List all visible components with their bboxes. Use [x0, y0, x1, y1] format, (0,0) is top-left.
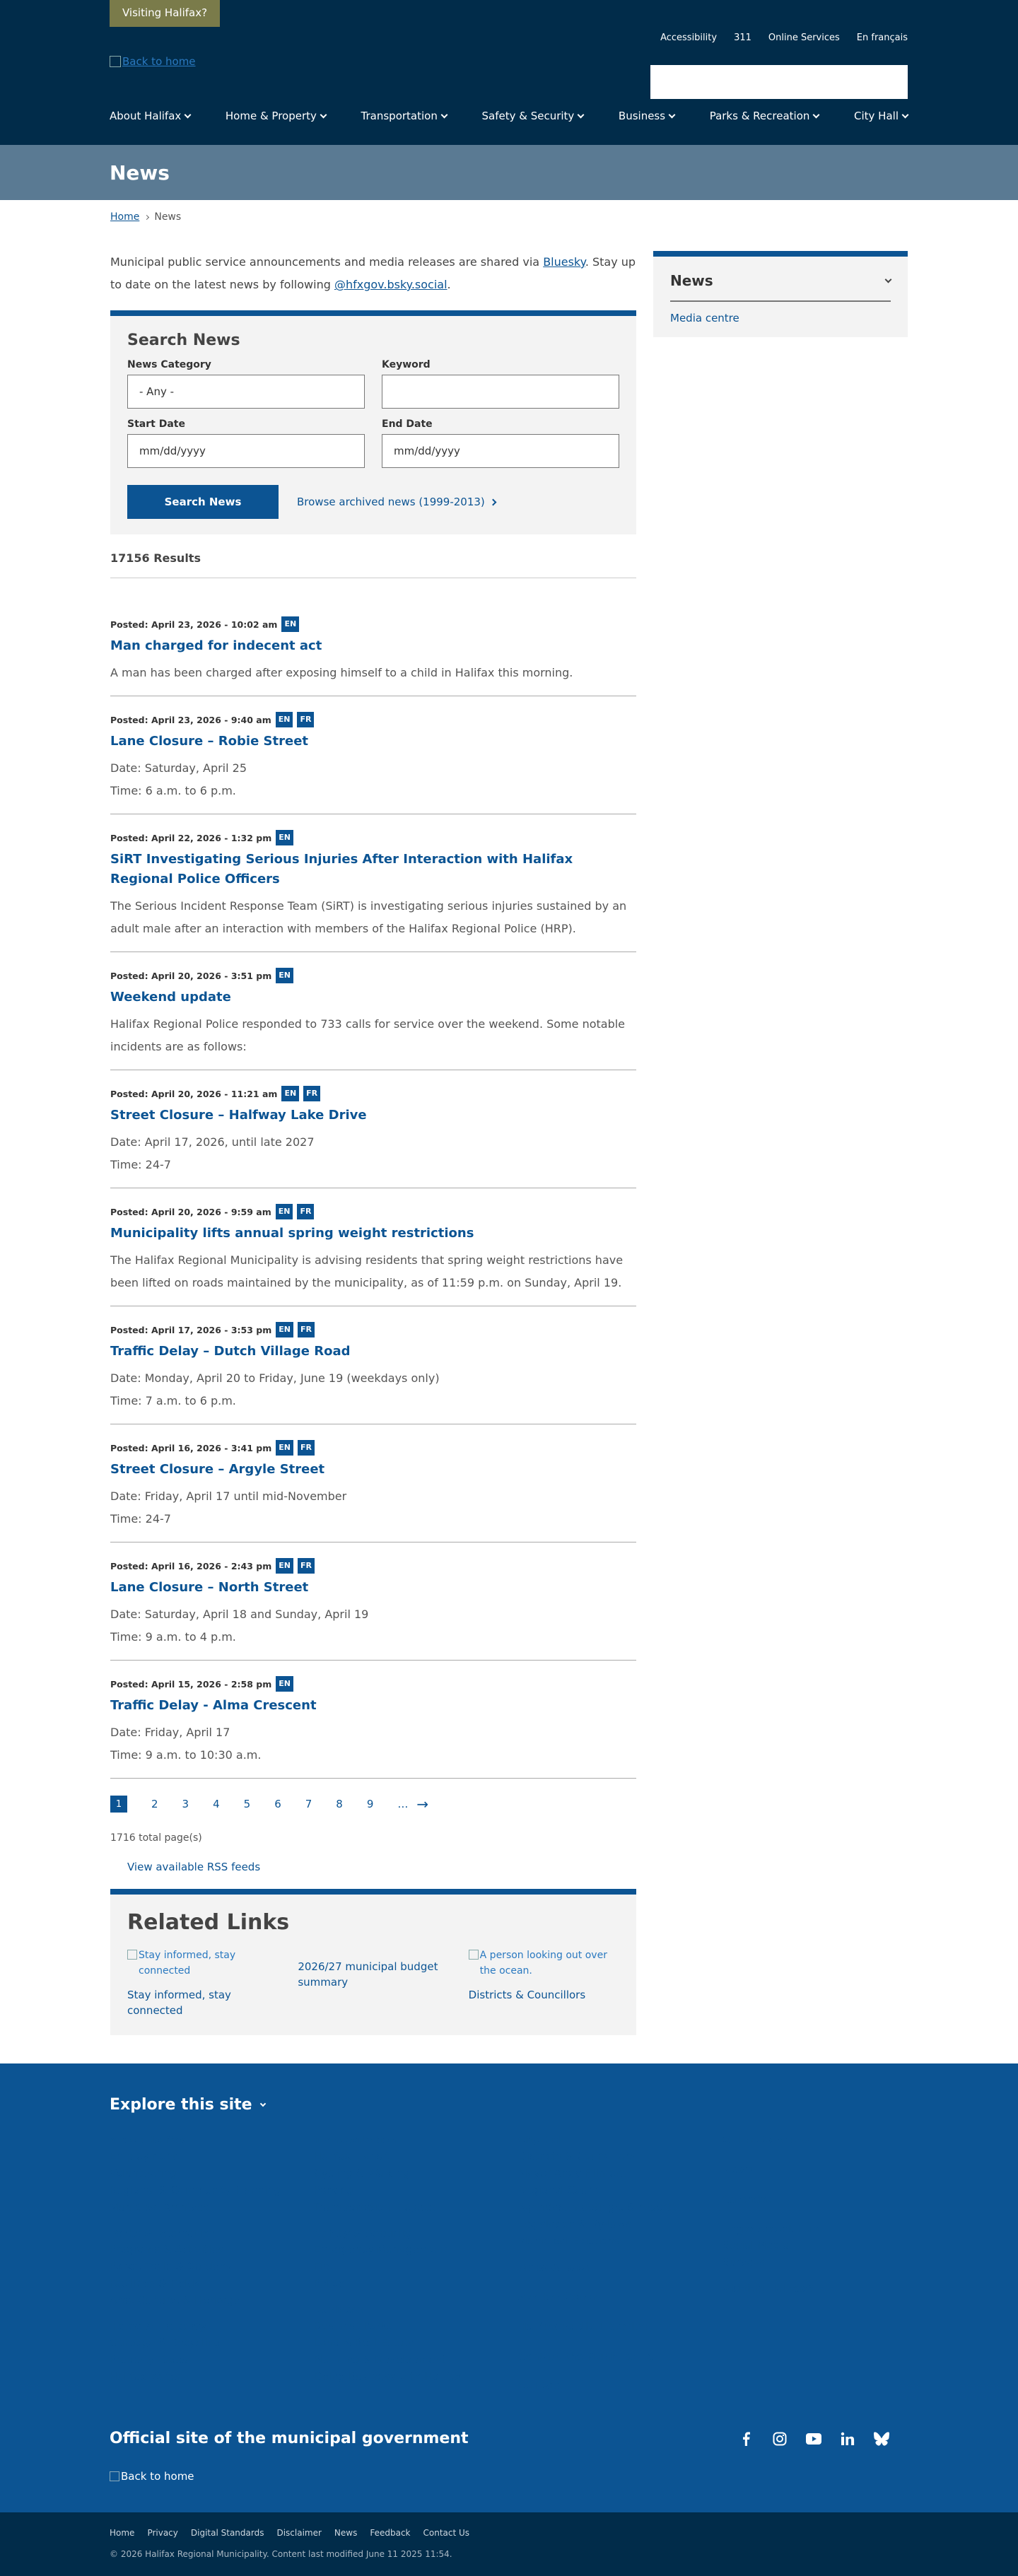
news-meta: [110, 1322, 636, 1337]
keyword-field: [382, 359, 619, 409]
footer-column: [314, 2135, 518, 2411]
footer-link[interactable]: Garbage & Recycling: [110, 2336, 221, 2349]
news-summary: Date: Friday, April 17: [110, 1726, 230, 1739]
copyright: © 2026 Halifax Regional Municipality. Content last modified June 11 2025 11:54.: [110, 2549, 452, 2559]
nav-label: Business: [618, 110, 666, 122]
related-link[interactable]: Stay informed, stay connected: [127, 1989, 231, 2017]
bluesky-link[interactable]: Bluesky: [543, 255, 585, 269]
breadcrumb-current: News: [154, 211, 182, 223]
posted-date: Posted: April 23, 2026 - 10:02 am: [110, 619, 278, 630]
news-meta: [110, 1440, 636, 1456]
news-title-link[interactable]: SiRT Investigating Serious Injuries After Interaction with Halifax Regional Police Officers: [110, 852, 573, 886]
intro-text-part: Municipal public service announcements and media releases are shared via: [110, 255, 544, 269]
nav-about-halifax[interactable]: [110, 110, 190, 122]
util-link-online-services[interactable]: Online Services: [768, 33, 840, 43]
related-image[interactable]: [127, 1948, 278, 1979]
footer-group: [314, 2135, 518, 2215]
rss-feeds-link[interactable]: View available RSS feeds: [127, 1861, 261, 1873]
news-item: [110, 1195, 636, 1306]
page-link[interactable]: 6: [274, 1798, 281, 1810]
official-site-text: Official site of the municipal government: [110, 2430, 469, 2447]
bluesky-icon[interactable]: [874, 2431, 889, 2447]
page-link[interactable]: 9: [366, 1798, 374, 1810]
language-badge[interactable]: EN: [276, 830, 293, 845]
nav-label: About Halifax: [110, 110, 182, 122]
page-content: [110, 200, 908, 2035]
archived-news-label: Browse archived news (1999-2013): [297, 496, 485, 508]
language-badge[interactable]: FR: [297, 1204, 314, 1219]
related-links-grid: [127, 1948, 619, 2018]
footer-link[interactable]: Surveys: [722, 2256, 765, 2268]
end-date-input[interactable]: mm/dd/yyyy: [382, 434, 619, 468]
news-title-link[interactable]: Traffic Delay - Alma Crescent: [110, 1698, 317, 1713]
footer-link[interactable]: Parks, Trails & Gardens: [110, 2260, 232, 2273]
footer-bottom-link[interactable]: Privacy: [147, 2528, 178, 2538]
category-label: News Category: [127, 359, 211, 370]
site-logo[interactable]: [110, 55, 196, 68]
category-field: [127, 359, 365, 409]
language-badge[interactable]: EN: [276, 1322, 293, 1337]
language-badge[interactable]: FR: [303, 1086, 320, 1101]
news-item: [110, 1668, 636, 1779]
related-link[interactable]: 2026/27 municipal budget summary: [298, 1960, 438, 1989]
footer-link[interactable]: Agendas, meetings, & reports: [518, 2201, 677, 2213]
footer-link[interactable]: Cycling & Walking: [314, 2167, 410, 2179]
language-badge[interactable]: EN: [281, 616, 299, 632]
footer-heading-link[interactable]: News: [722, 2165, 753, 2176]
footer-group-heading[interactable]: About Halifax: [110, 2135, 186, 2146]
footer-heading-link[interactable]: Auditor General: [518, 2292, 607, 2303]
footer-link[interactable]: Volunteering: [110, 2167, 177, 2179]
news-title-link[interactable]: Street Closure – Argyle Street: [110, 1462, 325, 1477]
next-page-icon[interactable]: →: [416, 1796, 429, 1813]
language-badge[interactable]: EN: [281, 1086, 299, 1101]
intro-text-part: .: [447, 278, 451, 291]
footer-link[interactable]: Halifax Transit: [314, 2150, 390, 2162]
footer-bottom-bar: [0, 2512, 1018, 2576]
footer-link[interactable]: Social Media: [722, 2239, 790, 2252]
footer-link[interactable]: Emergency Management: [314, 2243, 447, 2256]
footer-column: [518, 2135, 722, 2411]
footer-bottom-link[interactable]: News: [334, 2528, 358, 2538]
footer-link[interactable]: Parking: [314, 2184, 353, 2196]
footer-link[interactable]: Regional Council: [518, 2184, 607, 2196]
media-centre-link[interactable]: Media centre: [670, 312, 739, 324]
nav-label: City Hall: [854, 110, 899, 122]
language-badge[interactable]: FR: [298, 1322, 315, 1337]
news-summary: Date: Saturday, April 25: [110, 761, 247, 775]
sidebar-news-toggle[interactable]: [670, 272, 891, 302]
news-summary: Date: Monday, April 20 to Friday, June 19 (weekdays only): [110, 1371, 440, 1385]
language-badge[interactable]: EN: [276, 1558, 293, 1574]
pages-total: 1716 total page(s): [110, 1832, 202, 1844]
footer-heading-link[interactable]: Call 311: [518, 2381, 563, 2392]
posted-date: Posted: April 16, 2026 - 3:41 pm: [110, 1442, 272, 1453]
language-badge[interactable]: EN: [276, 1676, 293, 1692]
footer-link[interactable]: Programs & Activities: [110, 2243, 223, 2256]
end-date-field: [382, 418, 619, 468]
search-news-panel: [110, 310, 636, 534]
news-summary: Time: 9 a.m. to 4 p.m.: [110, 1630, 236, 1644]
news-item: [110, 1432, 636, 1542]
news-item: [110, 608, 636, 696]
site-footer: [0, 2063, 1018, 2512]
footer-bottom-link[interactable]: Disclaimer: [276, 2528, 322, 2538]
nav-label: Transportation: [361, 110, 438, 122]
footer-link[interactable]: Facilities & Fields: [110, 2277, 200, 2290]
instagram-icon[interactable]: [772, 2431, 788, 2447]
footer-group-heading[interactable]: Transportation: [314, 2135, 397, 2146]
related-item: [298, 1948, 448, 2018]
facebook-icon[interactable]: [738, 2431, 754, 2447]
news-summary: A man has been charged after exposing himself to a child in Halifax this morning.: [110, 666, 573, 679]
footer-group: [314, 2228, 518, 2292]
pagination: [110, 1796, 636, 1813]
start-date-field: [127, 418, 365, 468]
posted-date: Posted: April 22, 2026 - 1:32 pm: [110, 832, 272, 843]
related-links-heading: Related Links: [127, 1910, 290, 1935]
footer-link[interactable]: Regional & Community Planning: [110, 2184, 281, 2196]
news-summary: The Serious Incident Response Team (SiRT) is investigating serious injuries sustained by an adult male after an interaction with members of the Halifax Regional Police (HRP).: [110, 899, 627, 935]
social-links: [738, 2431, 889, 2447]
footer-link[interactable]: Arts, Culture, & Heritage: [110, 2294, 240, 2307]
chevron-down-icon: [902, 111, 909, 118]
footer-heading-link[interactable]: Visiting Halifax?: [722, 2283, 814, 2295]
footer-group-heading[interactable]: Engagement Hub: [722, 2224, 819, 2235]
footer-bottom-link[interactable]: Digital Standards: [190, 2528, 264, 2538]
news-title-link[interactable]: Lane Closure – North Street: [110, 1580, 309, 1595]
page-link[interactable]: 8: [336, 1798, 343, 1810]
footer-group: [110, 2135, 314, 2215]
footer-bottom-links: [110, 2528, 1018, 2538]
footer-group-heading[interactable]: Business: [314, 2305, 363, 2316]
footer-link[interactable]: Municipal Archives: [110, 2201, 209, 2213]
footer-bottom-link[interactable]: Feedback: [370, 2528, 411, 2538]
chevron-down-icon: [669, 111, 676, 118]
footer-columns: [110, 2135, 1018, 2411]
sidebar-heading: News: [670, 272, 713, 289]
news-item: [110, 703, 636, 814]
end-date-label: End Date: [382, 418, 433, 430]
news-summary: Time: 24-7: [110, 1158, 171, 1171]
news-summary: Date: Friday, April 17 until mid-November: [110, 1489, 347, 1503]
footer-link[interactable]: Fire: [314, 2260, 333, 2273]
chevron-down-icon: [440, 111, 447, 118]
news-summary: Date: April 17, 2026, until late 2027: [110, 1135, 315, 1149]
language-badge[interactable]: EN: [276, 968, 293, 983]
news-meta: [110, 1676, 636, 1692]
news-summary: Time: 7 a.m. to 6 p.m.: [110, 1394, 236, 1407]
search-actions: [127, 485, 619, 519]
breadcrumb: [110, 211, 636, 223]
news-item: [110, 1077, 636, 1188]
chevron-right-icon: [144, 214, 149, 219]
news-item: [110, 959, 636, 1070]
footer-link[interactable]: Property Taxes: [110, 2353, 187, 2366]
posted-date: Posted: April 16, 2026 - 2:43 pm: [110, 1560, 272, 1571]
nav-safety-security[interactable]: [481, 110, 583, 122]
footer-back-home-alt: Back to home: [121, 2470, 194, 2483]
footer-link[interactable]: Doing Business with Halifax: [314, 2370, 462, 2383]
main-column: [110, 210, 636, 2035]
footer-link[interactable]: Business Parks: [314, 2319, 393, 2332]
news-title-link[interactable]: Street Closure – Halfway Lake Drive: [110, 1108, 367, 1123]
footer-group-heading[interactable]: Home & Property: [110, 2322, 206, 2333]
bluesky-handle-link[interactable]: @hfxgov.bsky.social: [334, 278, 447, 291]
language-badge[interactable]: EN: [276, 1440, 293, 1456]
page-hero: [0, 145, 1018, 200]
news-title-link[interactable]: Weekend update: [110, 990, 231, 1005]
util-link-french[interactable]: En français: [856, 33, 908, 43]
linkedin-icon[interactable]: [840, 2431, 855, 2447]
explore-heading: Explore this site: [110, 2096, 252, 2114]
footer-link[interactable]: Police: [314, 2277, 345, 2290]
footer-column: [110, 2135, 314, 2411]
language-badge[interactable]: FR: [298, 1440, 315, 1456]
language-badge[interactable]: EN: [276, 1204, 293, 1219]
news-meta: [110, 968, 636, 983]
breadcrumb-home[interactable]: Home: [110, 211, 140, 223]
language-badge[interactable]: FR: [297, 712, 314, 727]
chevron-down-icon: [813, 111, 820, 118]
news-summary: Halifax Regional Police responded to 733 calls for service over the weekend. Some notable incidents are as follows:: [110, 1017, 626, 1053]
footer-link[interactable]: Mayor Andy Fillmore: [518, 2167, 626, 2179]
footer-bottom-link[interactable]: Home: [110, 2528, 135, 2538]
broken-image-icon: [469, 1950, 479, 1960]
footer-heading-link[interactable]: Maps & Data: [518, 2262, 590, 2273]
footer-heading-link[interactable]: Online Services: [722, 2135, 809, 2146]
language-badge[interactable]: FR: [298, 1558, 315, 1574]
util-link-accessibility[interactable]: Accessibility: [660, 33, 718, 43]
nav-business[interactable]: [619, 110, 674, 122]
news-meta: [110, 1558, 636, 1574]
footer-column: [722, 2135, 927, 2411]
news-meta: [110, 830, 636, 845]
chevron-down-icon: [578, 111, 585, 118]
page-title: News: [110, 160, 170, 185]
related-image-alt: Stay informed, stay connected: [139, 1950, 236, 1977]
visiting-halifax-button[interactable]: Visiting Halifax?: [110, 0, 220, 27]
logo-alt-text: Back to home: [122, 55, 196, 68]
related-links: [110, 1889, 636, 2035]
language-badge[interactable]: EN: [276, 712, 293, 727]
news-summary: Time: 9 a.m. to 10:30 a.m.: [110, 1748, 262, 1762]
news-summary: Date: Saturday, April 18 and Sunday, April 19: [110, 1608, 369, 1621]
related-image-alt: A person looking out over the ocean.: [479, 1950, 607, 1977]
footer-group-heading[interactable]: Safety & Security: [314, 2228, 412, 2240]
search-form: [127, 359, 619, 468]
footer-group: [518, 2135, 722, 2249]
news-summary: The Halifax Regional Municipality is advising residents that spring weight restrictions have been lifted on roads maintained by the municipality, as of 11:59 p.m. on Sunday, April 19.: [110, 1253, 624, 1289]
news-meta: [110, 712, 636, 727]
keyword-label: Keyword: [382, 359, 431, 370]
results-count: 17156 Results: [110, 551, 636, 578]
news-title-link[interactable]: Man charged for indecent act: [110, 638, 322, 653]
nav-home-property[interactable]: [226, 110, 326, 122]
related-item: [127, 1948, 278, 2018]
archived-news-link[interactable]: [297, 496, 496, 508]
pagination-ellipsis: …: [397, 1798, 409, 1810]
page-link[interactable]: 2: [151, 1798, 158, 1810]
related-image[interactable]: [469, 1948, 619, 1979]
footer-link[interactable]: Land & Real Estate: [314, 2336, 415, 2349]
footer-group: [722, 2224, 927, 2271]
footer-link[interactable]: Municipal Elections: [518, 2235, 620, 2247]
related-link[interactable]: Districts & Councillors: [468, 1989, 586, 2001]
posted-date: Posted: April 17, 2026 - 3:53 pm: [110, 1324, 272, 1335]
chevron-right-icon: [489, 498, 496, 505]
page-link[interactable]: 1: [110, 1796, 127, 1813]
main-nav: [110, 110, 908, 122]
chevron-down-icon: [185, 111, 192, 118]
broken-image-icon: [110, 2471, 119, 2481]
news-meta: [110, 1086, 636, 1101]
intro-text-part: . Stay up to date on the latest news by following: [110, 255, 636, 291]
nav-parks-recreation[interactable]: [710, 110, 819, 122]
related-item: [469, 1948, 619, 2018]
broken-image-icon: [127, 1950, 137, 1960]
news-summary: Time: 6 a.m. to 6 p.m.: [110, 784, 236, 797]
search-news-heading: Search News: [127, 332, 240, 349]
footer-link[interactable]: Planning & Development: [314, 2353, 446, 2366]
start-date-input[interactable]: mm/dd/yyyy: [127, 434, 365, 468]
search-news-button[interactable]: Search News: [127, 485, 279, 519]
chevron-down-icon: [885, 276, 892, 283]
news-item: [110, 821, 636, 952]
posted-date: Posted: April 20, 2026 - 9:59 am: [110, 1206, 271, 1217]
nav-label: Parks & Recreation: [709, 110, 810, 122]
news-meta: [110, 616, 636, 632]
page-link[interactable]: 5: [243, 1798, 251, 1810]
news-title-link[interactable]: Lane Closure – Robie Street: [110, 734, 309, 749]
news-summary: Time: 24-7: [110, 1512, 171, 1526]
nav-label: Home & Property: [225, 110, 317, 122]
page-link[interactable]: 3: [182, 1798, 189, 1810]
footer-group-heading[interactable]: Parks & Recreation: [110, 2228, 217, 2240]
news-item: [110, 1313, 636, 1424]
sidebar-news-box: [653, 251, 908, 337]
footer-heading-link[interactable]: Halifax Public Libraries: [518, 2322, 648, 2333]
page-link[interactable]: 4: [213, 1798, 220, 1810]
posted-date: Posted: April 20, 2026 - 11:21 am: [110, 1088, 278, 1099]
footer-link[interactable]: Legislation & By-laws: [518, 2218, 631, 2230]
site-header: [0, 0, 1018, 145]
chevron-down-icon: [320, 111, 327, 118]
nav-city-hall[interactable]: [854, 110, 908, 122]
chevron-down-icon: [259, 2100, 265, 2106]
intro-text: [110, 251, 636, 296]
util-link-311[interactable]: 311: [734, 33, 751, 43]
utility-nav: [660, 33, 908, 43]
posted-date: Posted: April 15, 2026 - 2:58 pm: [110, 1678, 272, 1690]
site-search-input[interactable]: [650, 65, 908, 99]
start-date-label: Start Date: [127, 418, 185, 430]
news-meta: [110, 1204, 636, 1219]
sidebar: [653, 251, 908, 2035]
news-title-link[interactable]: Municipality lifts annual spring weight restrictions: [110, 1226, 474, 1241]
footer-link[interactable]: Districts & Councillors: [518, 2150, 636, 2162]
footer-group: [110, 2322, 314, 2385]
footer-back-home[interactable]: [110, 2470, 194, 2483]
page-link[interactable]: 7: [305, 1798, 312, 1810]
footer-group: [110, 2228, 314, 2309]
nav-label: Safety & Security: [481, 110, 575, 122]
nav-transportation[interactable]: [361, 110, 447, 122]
keyword-input[interactable]: [382, 375, 619, 409]
news-list: [110, 608, 636, 1779]
youtube-icon[interactable]: [806, 2431, 821, 2447]
footer-bottom-link[interactable]: Contact Us: [423, 2528, 470, 2538]
posted-date: Posted: April 20, 2026 - 3:51 pm: [110, 970, 272, 981]
footer-link[interactable]: Halifax Water: [110, 2370, 182, 2383]
posted-date: Posted: April 23, 2026 - 9:40 am: [110, 714, 271, 725]
footer-link[interactable]: Transportation Projects: [314, 2201, 436, 2213]
footer-link[interactable]: Employment: [110, 2150, 177, 2162]
category-select[interactable]: - Any -: [127, 375, 365, 409]
footer-group: [314, 2305, 518, 2385]
news-title-link[interactable]: Traffic Delay – Dutch Village Road: [110, 1344, 351, 1359]
explore-toggle[interactable]: [110, 2096, 1018, 2114]
broken-image-icon: [110, 56, 121, 67]
footer-heading-link[interactable]: Contact the Municipality: [518, 2351, 655, 2363]
footer-group-heading[interactable]: City Hall: [518, 2135, 566, 2146]
news-item: [110, 1550, 636, 1661]
footer-heading-link[interactable]: Calendar: [722, 2194, 773, 2206]
